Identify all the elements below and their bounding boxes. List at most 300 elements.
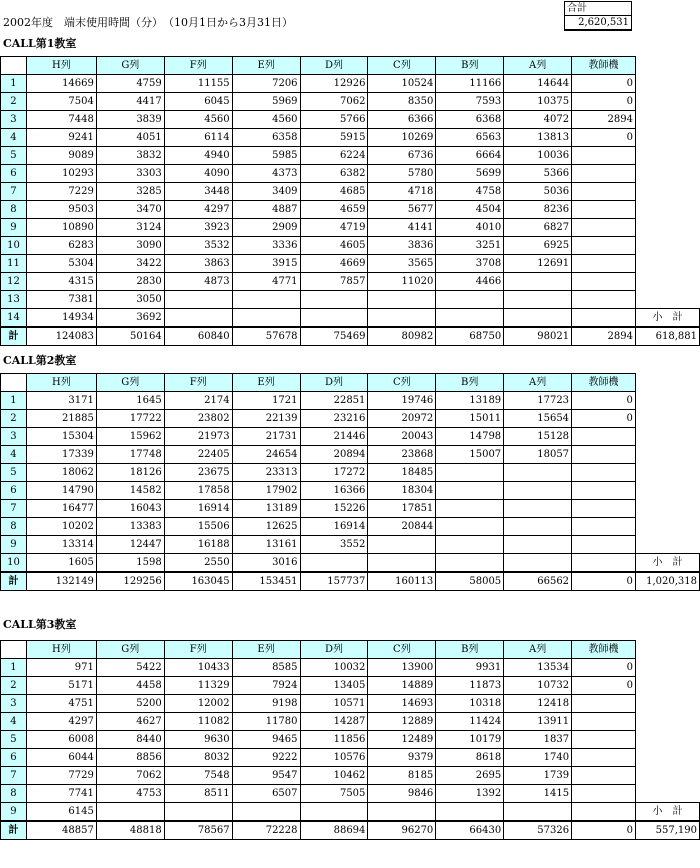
- table-cell: 7857: [300, 273, 368, 291]
- table-cell: 20043: [368, 428, 436, 446]
- total-cell: 0: [572, 572, 636, 591]
- table-cell: 11155: [164, 75, 232, 93]
- table-cell: 4560: [164, 111, 232, 129]
- row-number: 5: [1, 731, 27, 749]
- table-cell: 10571: [300, 695, 368, 713]
- table-cell: 6368: [436, 111, 504, 129]
- subtotal-label: 小 計: [635, 554, 699, 573]
- column-header: C列: [368, 641, 436, 659]
- column-header: H列: [26, 57, 96, 75]
- table-row: [1, 536, 700, 554]
- table-cell: 3124: [96, 219, 164, 237]
- row-number: 5: [1, 464, 27, 482]
- table-cell: 11856: [300, 731, 368, 749]
- table-cell: 3409: [232, 183, 300, 201]
- table-cell: 14582: [96, 482, 164, 500]
- table-cell: 7729: [26, 767, 96, 785]
- table-cell: 21446: [300, 428, 368, 446]
- table-cell: [572, 713, 636, 731]
- table-cell: 7229: [26, 183, 96, 201]
- table-cell: 9547: [232, 767, 300, 785]
- table-cell: 12447: [96, 536, 164, 554]
- table-cell: 7206: [232, 75, 300, 93]
- table-cell: 10202: [26, 518, 96, 536]
- table-cell: 13314: [26, 536, 96, 554]
- table-cell: 9846: [368, 785, 436, 803]
- blank-cell: [636, 57, 700, 75]
- table-cell: 8618: [436, 749, 504, 767]
- table-cell: 10293: [26, 165, 96, 183]
- column-header: F列: [164, 374, 232, 392]
- table-cell: 23802: [164, 410, 232, 428]
- total-cell: 75469: [300, 327, 368, 346]
- total-cell: 0: [572, 821, 636, 840]
- sum-label: 計: [1, 572, 27, 591]
- table-cell: 9198: [232, 695, 300, 713]
- table-row: [1, 129, 700, 147]
- row-number: 10: [1, 554, 27, 573]
- table-cell: 16188: [164, 536, 232, 554]
- table-cell: 10032: [300, 659, 368, 677]
- table-row: [1, 219, 700, 237]
- table-row: [1, 309, 700, 328]
- table-cell: 8440: [96, 731, 164, 749]
- table-cell: 13900: [368, 659, 436, 677]
- table-cell: [504, 464, 572, 482]
- table-cell: 15011: [436, 410, 504, 428]
- table-cell: 14287: [300, 713, 368, 731]
- table-cell: [572, 255, 636, 273]
- row-number: 8: [1, 785, 27, 803]
- table-cell: [164, 291, 232, 309]
- totals-row: [1, 821, 700, 840]
- table-cell: 4504: [436, 201, 504, 219]
- table-row: [1, 111, 700, 129]
- table-cell: 1739: [504, 767, 572, 785]
- table-cell: 7448: [26, 111, 96, 129]
- table-cell: 20844: [368, 518, 436, 536]
- table-cell: 10269: [368, 129, 436, 147]
- table-cell: 8350: [368, 93, 436, 111]
- table-cell: 4887: [232, 201, 300, 219]
- row-number: 10: [1, 237, 27, 255]
- table-cell: 971: [26, 659, 96, 677]
- row-number: 6: [1, 482, 27, 500]
- table-cell: 4659: [300, 201, 368, 219]
- table-cell: 6283: [26, 237, 96, 255]
- header-row: [1, 641, 700, 659]
- table-row: [1, 803, 700, 822]
- column-header: H列: [26, 374, 96, 392]
- table-cell: 3285: [96, 183, 164, 201]
- table-cell: 15654: [504, 410, 572, 428]
- table-cell: 21973: [164, 428, 232, 446]
- table-cell: 12926: [300, 75, 368, 93]
- room-1-table: [0, 56, 700, 346]
- blank-cell: [635, 446, 699, 464]
- blank-cell: [636, 93, 700, 111]
- table-cell: 12625: [232, 518, 300, 536]
- table-cell: [368, 291, 436, 309]
- table-cell: 10318: [436, 695, 504, 713]
- blank-cell: [635, 713, 699, 731]
- table-cell: [572, 428, 636, 446]
- total-cell: 88694: [300, 821, 368, 840]
- table-cell: 7924: [232, 677, 300, 695]
- table-cell: 11329: [164, 677, 232, 695]
- blank-cell: [635, 749, 699, 767]
- blank-cell: [636, 291, 700, 309]
- table-cell: 0: [572, 659, 636, 677]
- table-cell: 5366: [504, 165, 572, 183]
- table-cell: 3050: [96, 291, 164, 309]
- table-cell: [504, 500, 572, 518]
- table-cell: 4627: [96, 713, 164, 731]
- blank-cell: [636, 147, 700, 165]
- table-cell: [436, 309, 504, 328]
- table-cell: 6563: [436, 129, 504, 147]
- table-row: [1, 237, 700, 255]
- table-cell: [572, 803, 636, 822]
- table-cell: 5304: [26, 255, 96, 273]
- table-cell: 16477: [26, 500, 96, 518]
- table-cell: 10524: [368, 75, 436, 93]
- table-cell: 9089: [26, 147, 96, 165]
- room-3-title: CALL第3教室: [3, 618, 77, 631]
- table-cell: 4758: [436, 183, 504, 201]
- blank-cell: [636, 219, 700, 237]
- table-cell: 7504: [26, 93, 96, 111]
- table-row: [1, 410, 700, 428]
- table-cell: 1740: [504, 749, 572, 767]
- table-cell: 3692: [96, 309, 164, 328]
- table-cell: 4417: [96, 93, 164, 111]
- corner-cell: [1, 641, 27, 659]
- table-cell: [504, 803, 572, 822]
- room-2-title: CALL第2教室: [3, 354, 77, 367]
- table-cell: 13189: [436, 392, 504, 410]
- table-cell: 3303: [96, 165, 164, 183]
- table-row: [1, 731, 700, 749]
- table-cell: 6664: [436, 147, 504, 165]
- page-title: 2002年度 端末使用時間（分） （10月1日から3月31日）: [3, 16, 293, 29]
- table-cell: [572, 446, 636, 464]
- table-row: [1, 695, 700, 713]
- table-cell: 23313: [232, 464, 300, 482]
- table-row: [1, 554, 700, 573]
- table-cell: 19746: [368, 392, 436, 410]
- column-header: A列: [504, 57, 572, 75]
- table-cell: 9931: [436, 659, 504, 677]
- table-cell: [164, 803, 232, 822]
- table-row: [1, 273, 700, 291]
- table-cell: [436, 464, 504, 482]
- table-cell: 8585: [232, 659, 300, 677]
- table-cell: [572, 518, 636, 536]
- table-cell: 14790: [26, 482, 96, 500]
- table-row: [1, 93, 700, 111]
- table-cell: 3470: [96, 201, 164, 219]
- grand-total-box: [564, 1, 632, 31]
- table-cell: 4297: [164, 201, 232, 219]
- table-cell: 3422: [96, 255, 164, 273]
- table-cell: [504, 518, 572, 536]
- blank-cell: [635, 410, 699, 428]
- table-cell: [300, 803, 368, 822]
- table-cell: 7593: [436, 93, 504, 111]
- subtotal-value: 618,881: [636, 327, 700, 346]
- row-number: 6: [1, 165, 27, 183]
- table-cell: 4373: [232, 165, 300, 183]
- table-cell: 24654: [232, 446, 300, 464]
- total-cell: 132149: [26, 572, 96, 591]
- table-cell: 7381: [26, 291, 96, 309]
- table-cell: [572, 536, 636, 554]
- table-cell: 9630: [164, 731, 232, 749]
- blank-cell: [635, 767, 699, 785]
- table-cell: [572, 201, 636, 219]
- table-cell: 3251: [436, 237, 504, 255]
- table-cell: 4718: [368, 183, 436, 201]
- row-number: 8: [1, 518, 27, 536]
- total-cell: 129256: [96, 572, 164, 591]
- total-cell: 96270: [368, 821, 436, 840]
- table-cell: 6925: [504, 237, 572, 255]
- table-cell: 7548: [164, 767, 232, 785]
- table-cell: 1598: [96, 554, 164, 573]
- table-cell: 7062: [96, 767, 164, 785]
- row-number: 4: [1, 713, 27, 731]
- table-cell: 11424: [436, 713, 504, 731]
- table-cell: 22851: [300, 392, 368, 410]
- table-cell: 3171: [26, 392, 96, 410]
- table-cell: 3863: [164, 255, 232, 273]
- table-cell: 4759: [96, 75, 164, 93]
- totals-row: [1, 327, 700, 346]
- column-header: B列: [436, 57, 504, 75]
- blank-cell: [635, 428, 699, 446]
- table-cell: 9379: [368, 749, 436, 767]
- table-cell: [504, 554, 572, 573]
- table-cell: [572, 291, 636, 309]
- column-header: B列: [436, 641, 504, 659]
- table-cell: 5677: [368, 201, 436, 219]
- blank-cell: [635, 374, 699, 392]
- table-cell: [572, 273, 636, 291]
- total-cell: 66430: [436, 821, 504, 840]
- table-cell: 9241: [26, 129, 96, 147]
- table-cell: 4771: [232, 273, 300, 291]
- table-cell: 18126: [96, 464, 164, 482]
- table-cell: 15962: [96, 428, 164, 446]
- sum-label: 計: [1, 327, 27, 346]
- table-cell: 5985: [232, 147, 300, 165]
- total-cell: 80982: [368, 327, 436, 346]
- blank-cell: [635, 785, 699, 803]
- table-row: [1, 183, 700, 201]
- header-row: [1, 57, 700, 75]
- table-cell: 3552: [300, 536, 368, 554]
- table-cell: 5766: [300, 111, 368, 129]
- table-cell: 4090: [164, 165, 232, 183]
- table-cell: 11780: [232, 713, 300, 731]
- row-number: 2: [1, 677, 27, 695]
- table-cell: 4873: [164, 273, 232, 291]
- table-cell: 3923: [164, 219, 232, 237]
- total-cell: 78567: [164, 821, 232, 840]
- column-header: 教師機: [572, 374, 636, 392]
- table-cell: 0: [572, 75, 636, 93]
- table-cell: 11020: [368, 273, 436, 291]
- column-header: E列: [232, 374, 300, 392]
- table-cell: 1837: [504, 731, 572, 749]
- table-cell: 14669: [26, 75, 96, 93]
- table-cell: [504, 482, 572, 500]
- table-cell: 6114: [164, 129, 232, 147]
- blank-cell: [636, 183, 700, 201]
- table-cell: 12889: [368, 713, 436, 731]
- table-cell: 23675: [164, 464, 232, 482]
- table-cell: 6045: [164, 93, 232, 111]
- row-number: 2: [1, 93, 27, 111]
- blank-cell: [635, 464, 699, 482]
- table-cell: 2830: [96, 273, 164, 291]
- table-cell: [572, 147, 636, 165]
- table-row: [1, 255, 700, 273]
- table-cell: [436, 554, 504, 573]
- table-cell: [572, 731, 636, 749]
- table-cell: 15506: [164, 518, 232, 536]
- total-cell: 157737: [300, 572, 368, 591]
- table-cell: 17339: [26, 446, 96, 464]
- table-cell: 3532: [164, 237, 232, 255]
- table-cell: 7505: [300, 785, 368, 803]
- grand-total-value: 2,620,531: [565, 16, 632, 31]
- table-cell: 15226: [300, 500, 368, 518]
- table-cell: 2894: [572, 111, 636, 129]
- column-header: D列: [300, 374, 368, 392]
- table-cell: 13534: [504, 659, 572, 677]
- total-cell: 98021: [504, 327, 572, 346]
- table-cell: 16043: [96, 500, 164, 518]
- table-cell: 17272: [300, 464, 368, 482]
- table-cell: 4297: [26, 713, 96, 731]
- subtotal-value: 1,020,318: [635, 572, 699, 591]
- table-cell: 4466: [436, 273, 504, 291]
- table-cell: 3708: [436, 255, 504, 273]
- table-cell: 10732: [504, 677, 572, 695]
- table-cell: [504, 536, 572, 554]
- table-cell: 4458: [96, 677, 164, 695]
- table-cell: 5422: [96, 659, 164, 677]
- row-number: 14: [1, 309, 27, 328]
- table-cell: 5171: [26, 677, 96, 695]
- table-cell: 17851: [368, 500, 436, 518]
- column-header: A列: [504, 374, 572, 392]
- table-cell: 4719: [300, 219, 368, 237]
- table-cell: 18304: [368, 482, 436, 500]
- blank-cell: [635, 392, 699, 410]
- table-row: [1, 75, 700, 93]
- table-cell: [232, 291, 300, 309]
- table-cell: 17722: [96, 410, 164, 428]
- table-row: [1, 201, 700, 219]
- column-header: C列: [368, 374, 436, 392]
- table-cell: [572, 309, 636, 328]
- total-cell: 48857: [26, 821, 96, 840]
- table-row: [1, 392, 700, 410]
- table-cell: 16914: [164, 500, 232, 518]
- table-cell: 17748: [96, 446, 164, 464]
- table-cell: [436, 482, 504, 500]
- column-header: F列: [164, 641, 232, 659]
- table-cell: 15128: [504, 428, 572, 446]
- blank-cell: [635, 641, 699, 659]
- table-cell: 6145: [26, 803, 96, 822]
- table-cell: 1415: [504, 785, 572, 803]
- blank-cell: [635, 695, 699, 713]
- blank-cell: [636, 75, 700, 93]
- table-cell: 6736: [368, 147, 436, 165]
- table-row: [1, 291, 700, 309]
- header-row: [1, 374, 700, 392]
- row-number: 1: [1, 392, 27, 410]
- table-cell: 2174: [164, 392, 232, 410]
- table-cell: 14934: [26, 309, 96, 328]
- table-cell: 13405: [300, 677, 368, 695]
- row-number: 5: [1, 147, 27, 165]
- table-cell: 17902: [232, 482, 300, 500]
- column-header: A列: [504, 641, 572, 659]
- column-header: D列: [300, 57, 368, 75]
- corner-cell: [1, 374, 27, 392]
- table-cell: 1645: [96, 392, 164, 410]
- table-cell: 3832: [96, 147, 164, 165]
- table-cell: [368, 803, 436, 822]
- column-header: C列: [368, 57, 436, 75]
- table-cell: 0: [572, 410, 636, 428]
- blank-cell: [636, 237, 700, 255]
- table-cell: 12489: [368, 731, 436, 749]
- table-row: [1, 147, 700, 165]
- table-cell: 10433: [164, 659, 232, 677]
- table-cell: 3336: [232, 237, 300, 255]
- table-cell: 6827: [504, 219, 572, 237]
- table-cell: 2695: [436, 767, 504, 785]
- table-cell: 6366: [368, 111, 436, 129]
- table-cell: 12418: [504, 695, 572, 713]
- table-cell: [232, 803, 300, 822]
- table-cell: [368, 536, 436, 554]
- column-header: H列: [26, 641, 96, 659]
- table-row: [1, 518, 700, 536]
- table-cell: 4605: [300, 237, 368, 255]
- table-cell: [572, 695, 636, 713]
- table-cell: 4685: [300, 183, 368, 201]
- row-number: 13: [1, 291, 27, 309]
- row-number: 2: [1, 410, 27, 428]
- table-cell: 1392: [436, 785, 504, 803]
- table-cell: 18485: [368, 464, 436, 482]
- table-cell: 10179: [436, 731, 504, 749]
- table-cell: 23868: [368, 446, 436, 464]
- row-number: 4: [1, 446, 27, 464]
- table-cell: 5036: [504, 183, 572, 201]
- table-cell: 23216: [300, 410, 368, 428]
- total-cell: 163045: [164, 572, 232, 591]
- table-cell: 17723: [504, 392, 572, 410]
- table-cell: 10890: [26, 219, 96, 237]
